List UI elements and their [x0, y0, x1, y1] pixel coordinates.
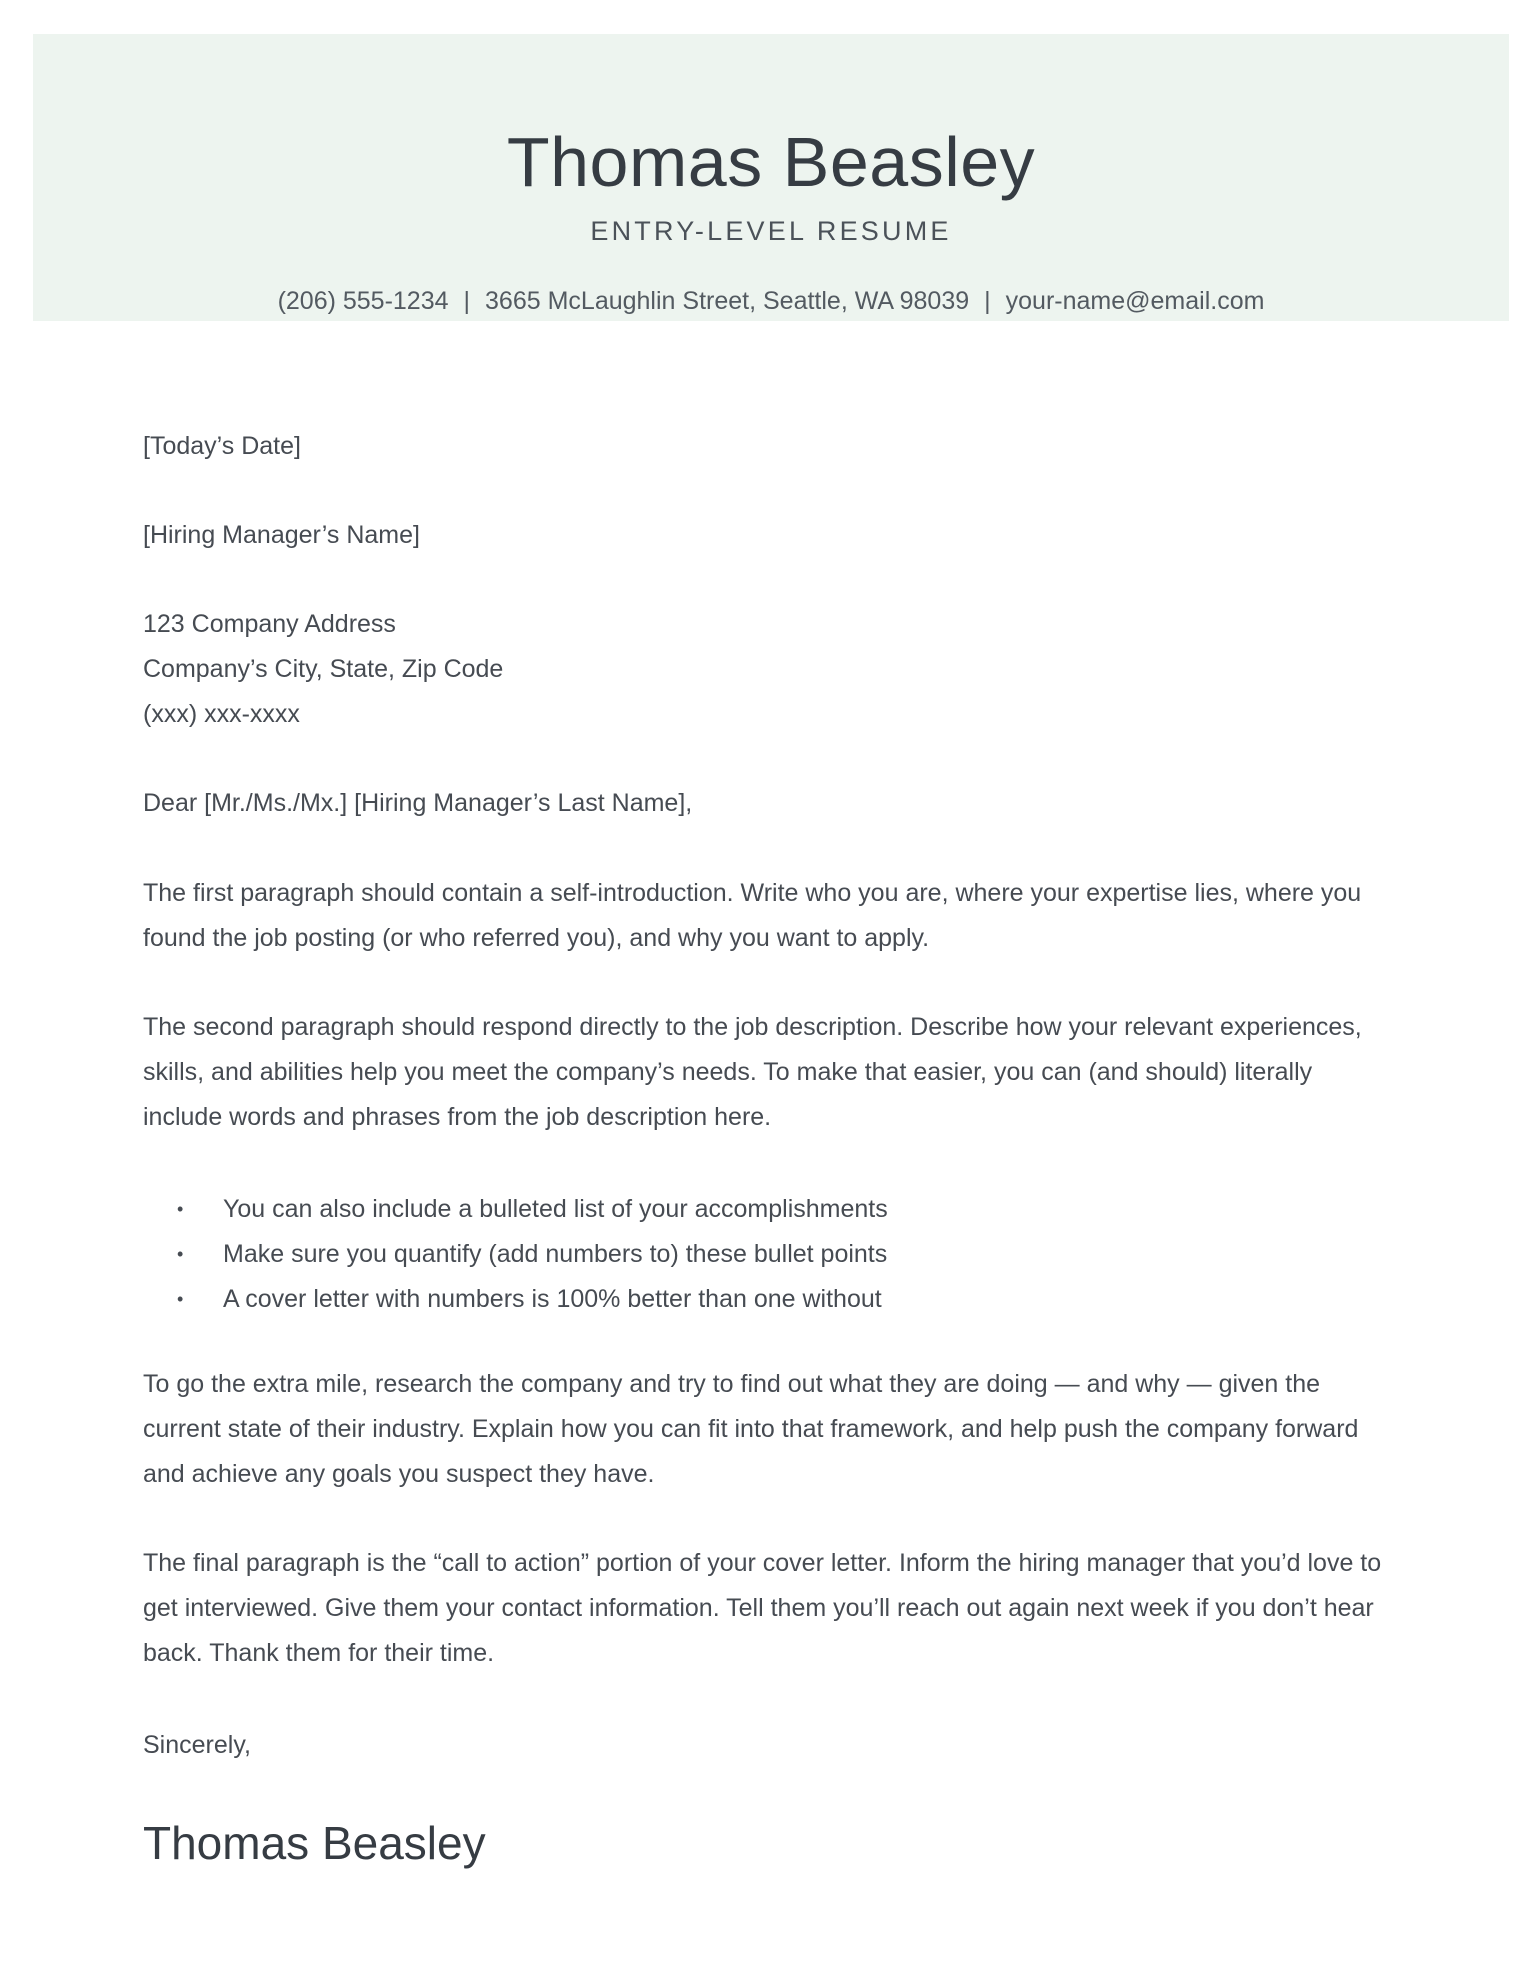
paragraph-call-to-action: The final paragraph is the “call to action” portion of your cover letter. Inform the hiring manager that you’d love to get interviewed. Give them your contact information. Tell them you’ll reach out again next week if you don’t hear back. Thank them for their time. [143, 1549, 1382, 1667]
bullet-glyph: • [177, 1199, 184, 1219]
bullet-glyph: • [177, 1288, 184, 1309]
closing: Sincerely, [143, 1731, 251, 1759]
list-item [143, 1277, 888, 1322]
applicant-name: Thomas Beasley [506, 123, 1036, 201]
bullet-glyph: • [177, 1243, 184, 1264]
contact-line [33, 285, 1509, 317]
paragraph-intro: The first paragraph should contain a self-introduction. Write who you are, where your expertise lies, where you found the job posting (or who referred you), and why you want to apply. [143, 879, 1362, 952]
list-item-text: A cover letter with numbers is 100% better than one without [223, 1284, 882, 1313]
document-subtitle: ENTRY-LEVEL RESUME [590, 216, 952, 246]
hiring-manager-name: [Hiring Manager’s Name] [143, 521, 420, 549]
paragraph-research: To go the extra mile, research the company and try to find out what they are doing — and why — given the current state of their industry. Explain how you can fit into that framework, and help push the company forward and achieve any goals you suspect they have. [143, 1370, 1359, 1488]
contact-separator: | [463, 287, 471, 315]
company-city: Company’s City, State, Zip Code [143, 655, 504, 683]
contact-phone: (206) 555-1234 [277, 287, 449, 315]
list-item [143, 1187, 888, 1232]
signature-name: Thomas Beasley [143, 1817, 486, 1869]
list-item-text: Make sure you quantify (add numbers to) these bullet points [223, 1239, 888, 1268]
salutation: Dear [Mr./Ms./Mx.] [Hiring Manager’s Last Name], [143, 789, 693, 817]
list-item-text: You can also include a bulleted list of your accomplishments [223, 1195, 888, 1223]
header-banner [33, 34, 1509, 321]
contact-separator: | [984, 287, 991, 315]
paragraph-experience: The second paragraph should respond directly to the job description. Describe how your relevant experiences, skills, and abilities help you meet the company’s needs. To make that easier, you can (and should) literally include words and phrases from the job description here. [143, 1013, 1362, 1131]
list-item [143, 1232, 888, 1277]
accomplishments-list [143, 1187, 888, 1321]
contact-email: your-name@email.com [1005, 287, 1265, 315]
company-phone: (xxx) xxx-xxxx [143, 700, 300, 728]
contact-address: 3665 McLaughlin Street, Seattle, WA 98039 [485, 287, 970, 315]
company-address: 123 Company Address [143, 610, 396, 638]
letter-date: [Today’s Date] [143, 432, 301, 460]
